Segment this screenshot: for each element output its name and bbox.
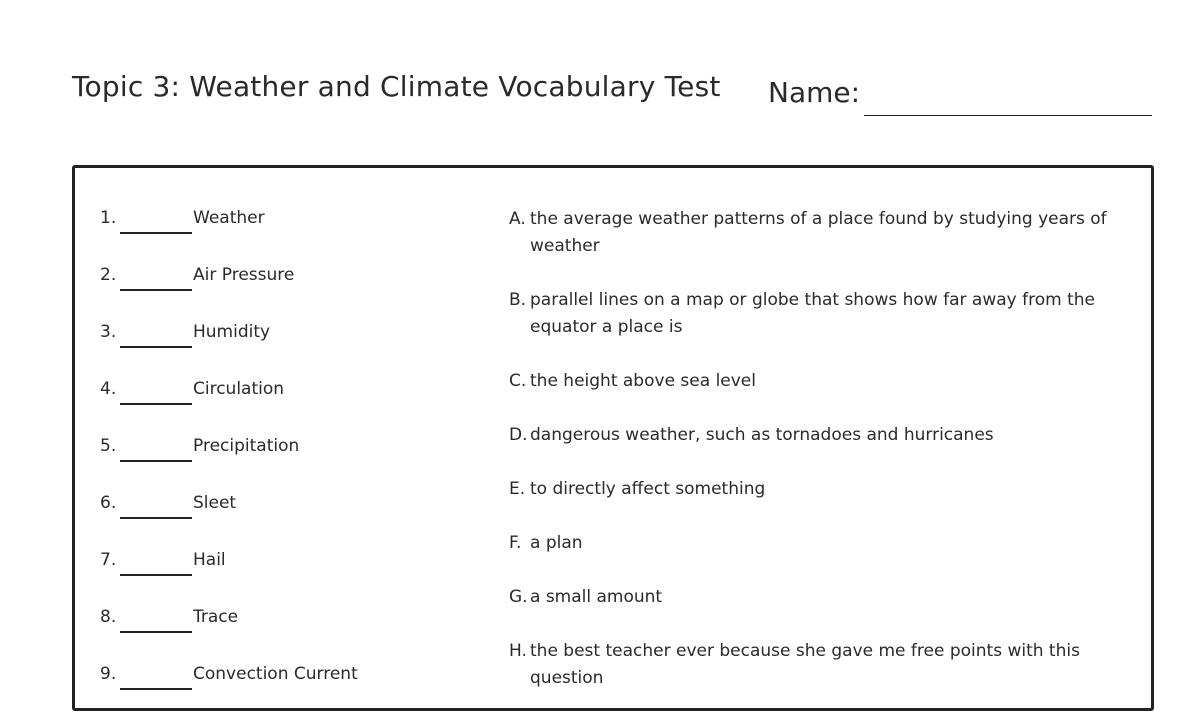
- definition-text: to directly affect something: [530, 479, 766, 499]
- answer-blank: [120, 631, 192, 633]
- definition-text: the height above sea level: [530, 371, 756, 391]
- term-word: Circulation: [193, 379, 285, 399]
- definition-item: [509, 206, 1109, 260]
- definition-item: [509, 530, 1109, 557]
- name-field: [768, 76, 1153, 118]
- term-item: [100, 263, 480, 320]
- term-word: Air Pressure: [193, 265, 295, 285]
- definition-letter: A.: [509, 209, 526, 229]
- term-item: [100, 548, 480, 605]
- definition-text: a plan: [530, 533, 583, 553]
- definition-text: a small amount: [530, 587, 663, 607]
- definition-letter: C.: [509, 371, 527, 391]
- answer-blank: [120, 688, 192, 690]
- term-item: [100, 662, 480, 719]
- definition-item: [509, 476, 1109, 503]
- page-title: Topic 3: Weather and Climate Vocabulary Test: [72, 70, 721, 103]
- term-word: Humidity: [193, 322, 271, 342]
- answer-blank: [120, 403, 192, 405]
- term-word: Convection Current: [193, 664, 358, 684]
- definition-list: [509, 206, 1109, 719]
- term-item: [100, 491, 480, 548]
- term-number: 4.: [100, 379, 117, 399]
- term-number: 8.: [100, 607, 117, 627]
- definition-letter: D.: [509, 425, 528, 445]
- term-item: [100, 605, 480, 662]
- term-number: 7.: [100, 550, 117, 570]
- definition-letter: E.: [509, 479, 526, 499]
- term-number: 6.: [100, 493, 117, 513]
- definition-letter: F.: [509, 533, 522, 553]
- answer-blank: [120, 289, 192, 291]
- term-number: 2.: [100, 265, 117, 285]
- term-number: 3.: [100, 322, 117, 342]
- definition-letter: H.: [509, 641, 527, 661]
- name-label: Name:: [768, 76, 861, 109]
- term-item: [100, 434, 480, 491]
- test-box: [72, 165, 1154, 711]
- definition-item: [509, 422, 1109, 449]
- answer-blank: [120, 232, 192, 234]
- answer-blank: [120, 460, 192, 462]
- term-word: Trace: [193, 607, 239, 627]
- term-number: 5.: [100, 436, 117, 456]
- term-item: [100, 206, 480, 263]
- definition-letter: G.: [509, 587, 528, 607]
- definition-text: the best teacher ever because she gave me free points with this question: [530, 641, 1080, 688]
- term-word: Precipitation: [193, 436, 300, 456]
- name-blank-line: [864, 115, 1152, 116]
- definition-item: [509, 287, 1109, 341]
- definition-item: [509, 584, 1109, 611]
- definition-text: parallel lines on a map or globe that shows how far away from the equator a place is: [530, 290, 1095, 337]
- definition-item: [509, 638, 1109, 692]
- term-number: 9.: [100, 664, 117, 684]
- term-word: Hail: [193, 550, 226, 570]
- definition-text: the average weather patterns of a place found by studying years of weather: [530, 209, 1107, 256]
- term-word: Weather: [193, 208, 265, 228]
- definition-letter: B.: [509, 290, 527, 310]
- term-item: [100, 320, 480, 377]
- answer-blank: [120, 517, 192, 519]
- definition-item: [509, 368, 1109, 395]
- answer-blank: [120, 574, 192, 576]
- definition-text: dangerous weather, such as tornadoes and hurricanes: [530, 425, 994, 445]
- term-list: [100, 206, 480, 719]
- answer-blank: [120, 346, 192, 348]
- term-word: Sleet: [193, 493, 237, 513]
- term-item: [100, 377, 480, 434]
- term-number: 1.: [100, 208, 117, 228]
